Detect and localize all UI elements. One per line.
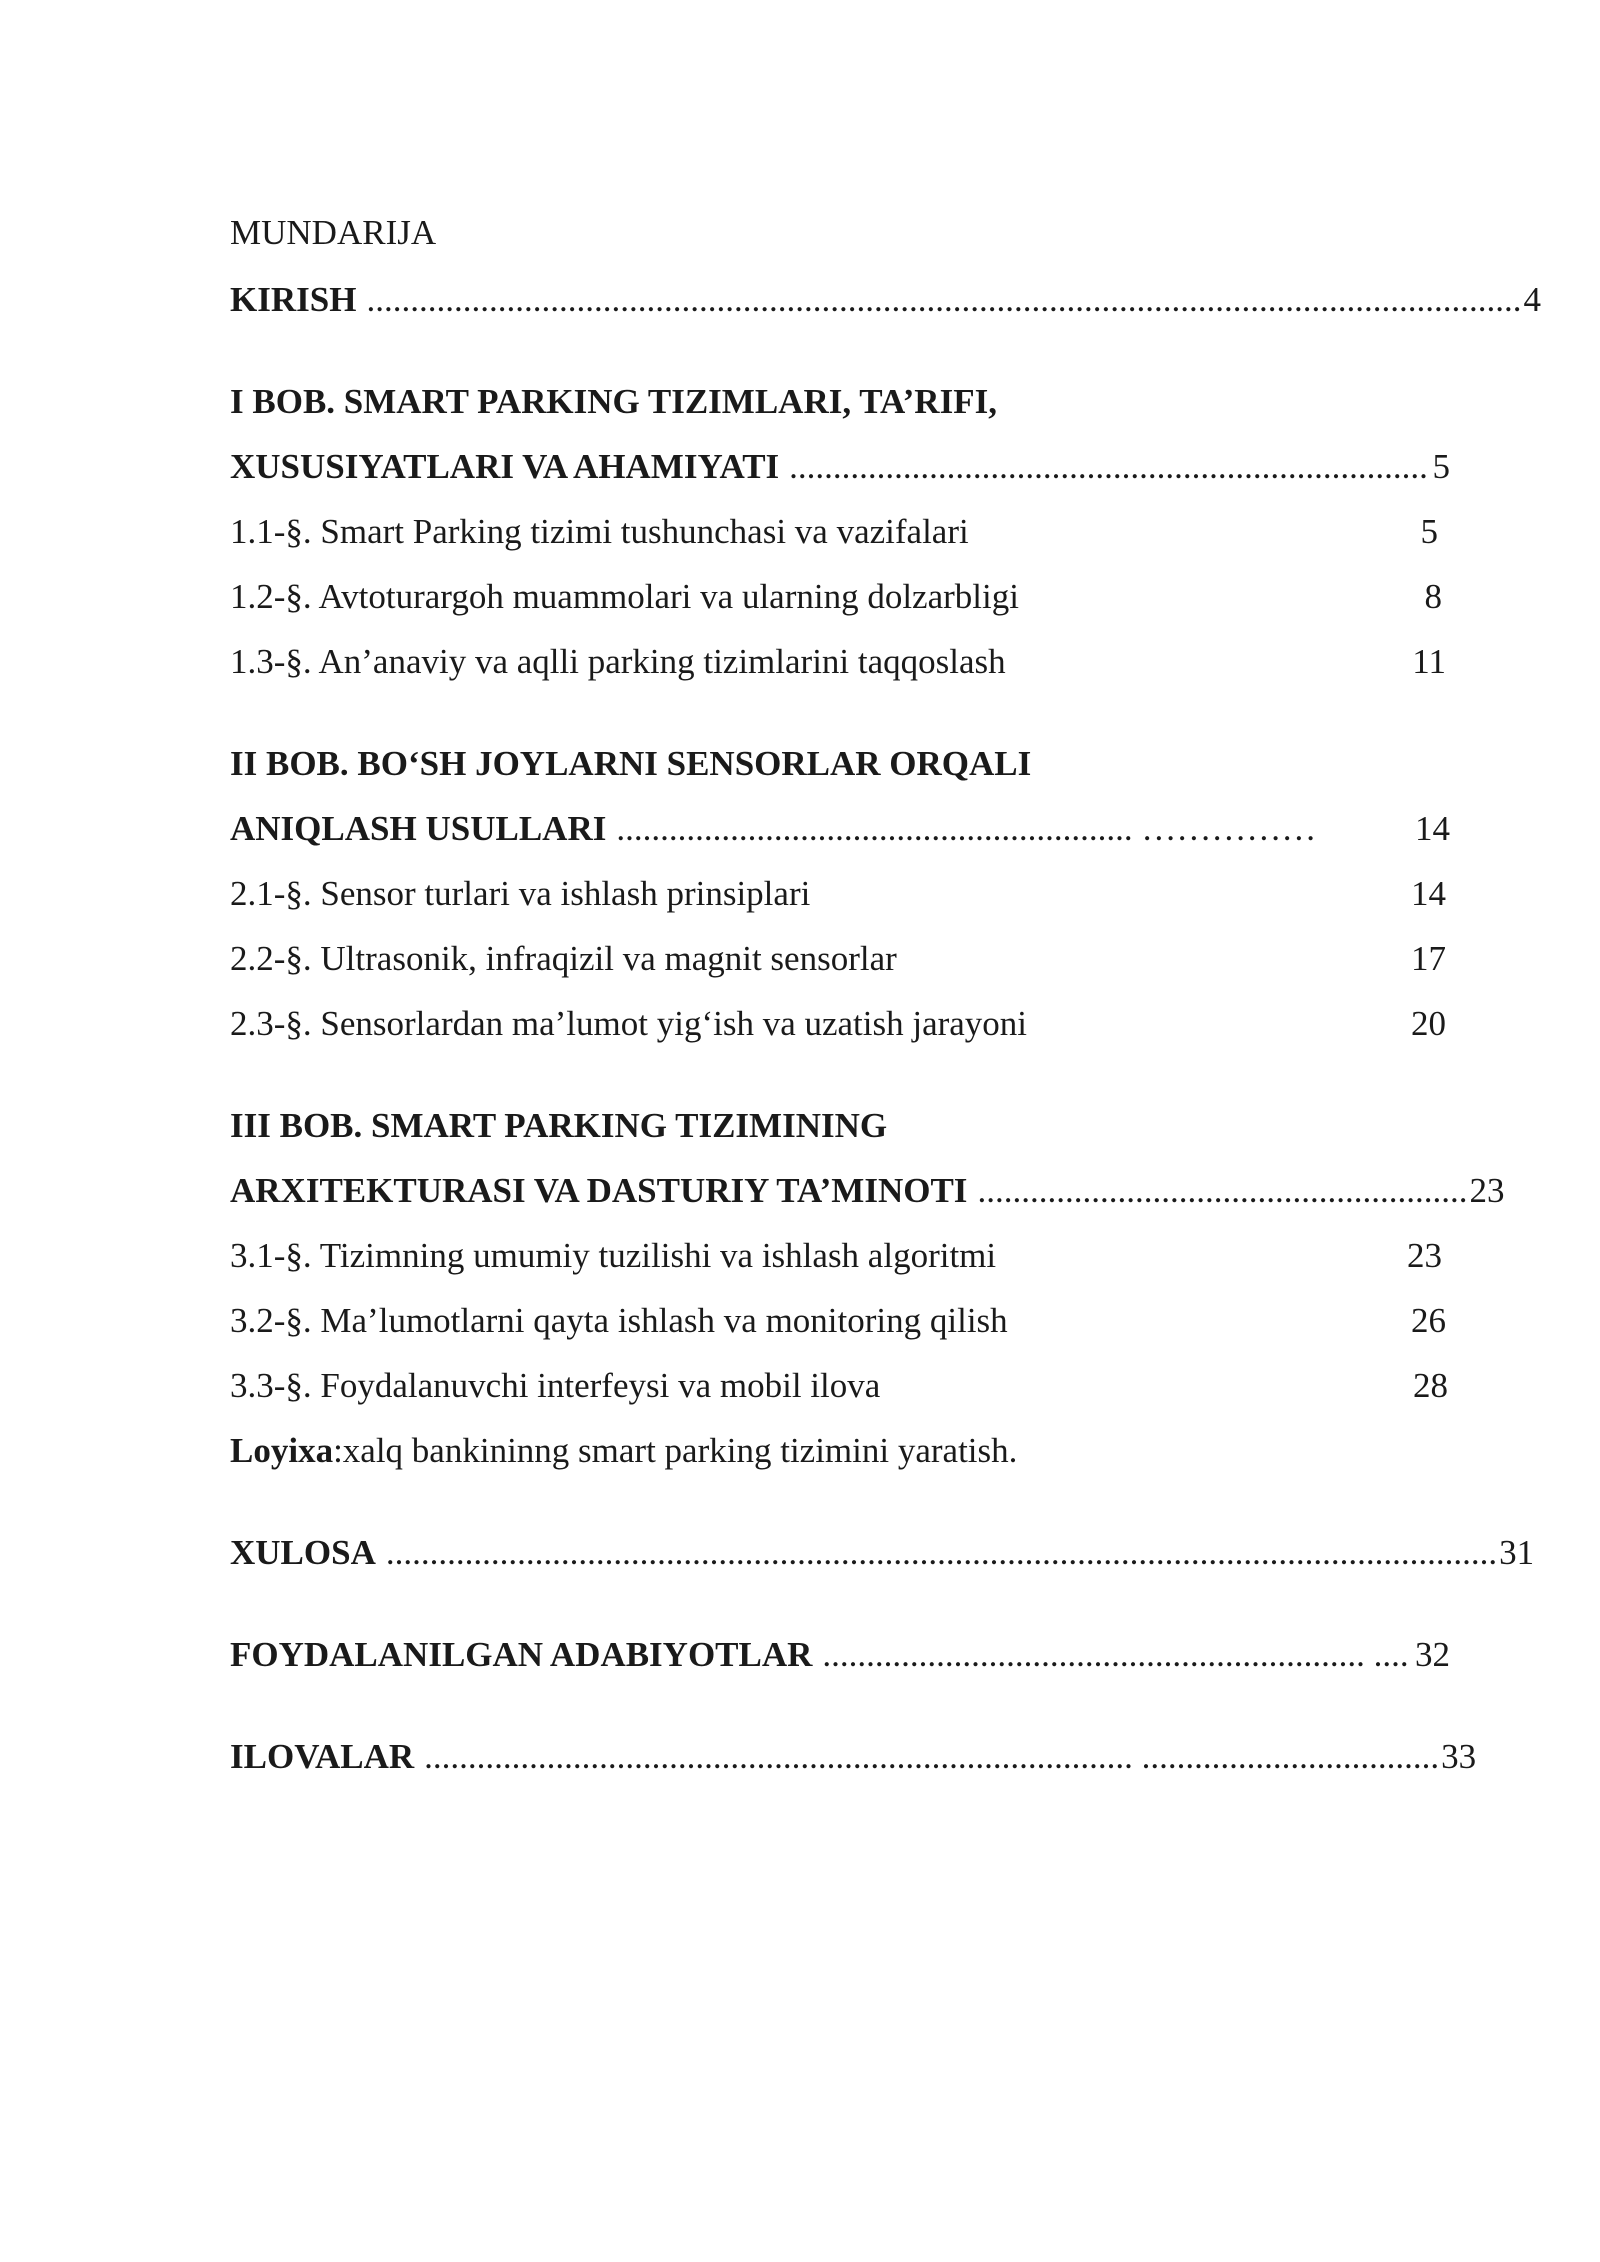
toc-page-number: 26 bbox=[1411, 1301, 1446, 1340]
toc-page-number: 20 bbox=[1411, 1004, 1446, 1043]
toc-entry-ilovalar bbox=[230, 1733, 1477, 1781]
toc-entry-kirish bbox=[230, 276, 1541, 324]
leader-dots: ........................................................... …………… bbox=[616, 809, 1317, 848]
toc-page-number: 5 bbox=[1420, 512, 1438, 551]
toc-entry-adabiyotlar bbox=[230, 1631, 1450, 1679]
chapter-2-heading-cont bbox=[230, 805, 1450, 853]
toc-title: MUNDARIJA bbox=[230, 213, 437, 252]
toc-section-1-2: 1.2-§. Avtoturargoh muammolari va ularning dolzarbligi 8 bbox=[230, 573, 1450, 621]
toc-section-2-1: 2.1-§. Sensor turlari va ishlash prinsiplari 14 bbox=[230, 870, 1450, 918]
toc-page-number: 8 bbox=[1424, 577, 1442, 616]
toc-section-2-3: 2.3-§. Sensorlardan ma’lumot yig‘ish va uzatish jarayoni 20 bbox=[230, 1000, 1450, 1048]
toc-section-1-3: 1.3-§. An’anaviy va aqlli parking tizimlarini taqqoslash 11 bbox=[230, 638, 1450, 686]
chapter-3-heading: III BOB. SMART PARKING TIZIMINING bbox=[230, 1106, 888, 1145]
leader-dots: .............................................................. .... bbox=[822, 1635, 1409, 1674]
toc-page-number: 11 bbox=[1412, 642, 1446, 681]
toc-section-3-3: 3.3-§. Foydalanuvchi interfeysi va mobil ilova 28 bbox=[230, 1362, 1450, 1410]
toc-entry-label: FOYDALANILGAN ADABIYOTLAR bbox=[230, 1635, 813, 1674]
toc-page-number: 5 bbox=[1432, 447, 1450, 486]
toc-page-number: 31 bbox=[1499, 1533, 1535, 1572]
toc-page-number: 28 bbox=[1413, 1366, 1448, 1405]
chapter-1-heading: I BOB. SMART PARKING TIZIMLARI, TA’RIFI, bbox=[230, 382, 997, 421]
toc-entry-xulosa bbox=[230, 1529, 1535, 1577]
toc-page-number: 23 bbox=[1407, 1236, 1442, 1275]
toc-page-number: 14 bbox=[1415, 809, 1450, 848]
project-note: Loyixa:xalq bankininng smart parking tizimini yaratish. bbox=[230, 1431, 1018, 1470]
toc-entry-label: XULOSA bbox=[230, 1533, 376, 1572]
leader-dots: .................................................................................................................................... bbox=[366, 280, 1522, 319]
toc-page-number: 23 bbox=[1469, 1171, 1505, 1210]
toc-page-number: 17 bbox=[1411, 939, 1446, 978]
toc-page-number: 33 bbox=[1441, 1737, 1477, 1776]
toc-page-number: 14 bbox=[1411, 874, 1446, 913]
leader-dots: ........................................................ bbox=[977, 1171, 1468, 1210]
chapter-2-heading: II BOB. BO‘SH JOYLARNI SENSORLAR ORQALI bbox=[230, 744, 1032, 783]
toc-page-number: 32 bbox=[1415, 1635, 1450, 1674]
toc-section-3-2: 3.2-§. Ma’lumotlarni qayta ishlash va monitoring qilish 26 bbox=[230, 1297, 1450, 1345]
toc-section-1-1: 1.1-§. Smart Parking tizimi tushunchasi va vazifalari 5 bbox=[230, 508, 1450, 556]
leader-dots: ................................................................................. .................................. bbox=[424, 1737, 1440, 1776]
toc-entry-label: ARXITEKTURASI VA DASTURIY TA’MINOTI bbox=[230, 1171, 968, 1210]
toc-entry-label: KIRISH bbox=[230, 280, 357, 319]
leader-dots: ......................................................................... bbox=[789, 447, 1428, 486]
toc-section-3-1: 3.1-§. Tizimning umumiy tuzilishi va ishlash algoritmi 23 bbox=[230, 1232, 1450, 1280]
toc-entry-label: XUSUSIYATLARI VA AHAMIYATI bbox=[230, 447, 780, 486]
leader-dots: ............................................................................................................................... bbox=[385, 1533, 1498, 1572]
toc-page-number: 4 bbox=[1523, 280, 1541, 319]
toc-entry-label: ANIQLASH USULLARI bbox=[230, 809, 607, 848]
toc-section-2-2: 2.2-§. Ultrasonik, infraqizil va magnit sensorlar 17 bbox=[230, 935, 1450, 983]
toc-entry-label: ILOVALAR bbox=[230, 1737, 415, 1776]
chapter-3-heading-cont bbox=[230, 1167, 1505, 1215]
chapter-1-heading-cont bbox=[230, 443, 1450, 491]
